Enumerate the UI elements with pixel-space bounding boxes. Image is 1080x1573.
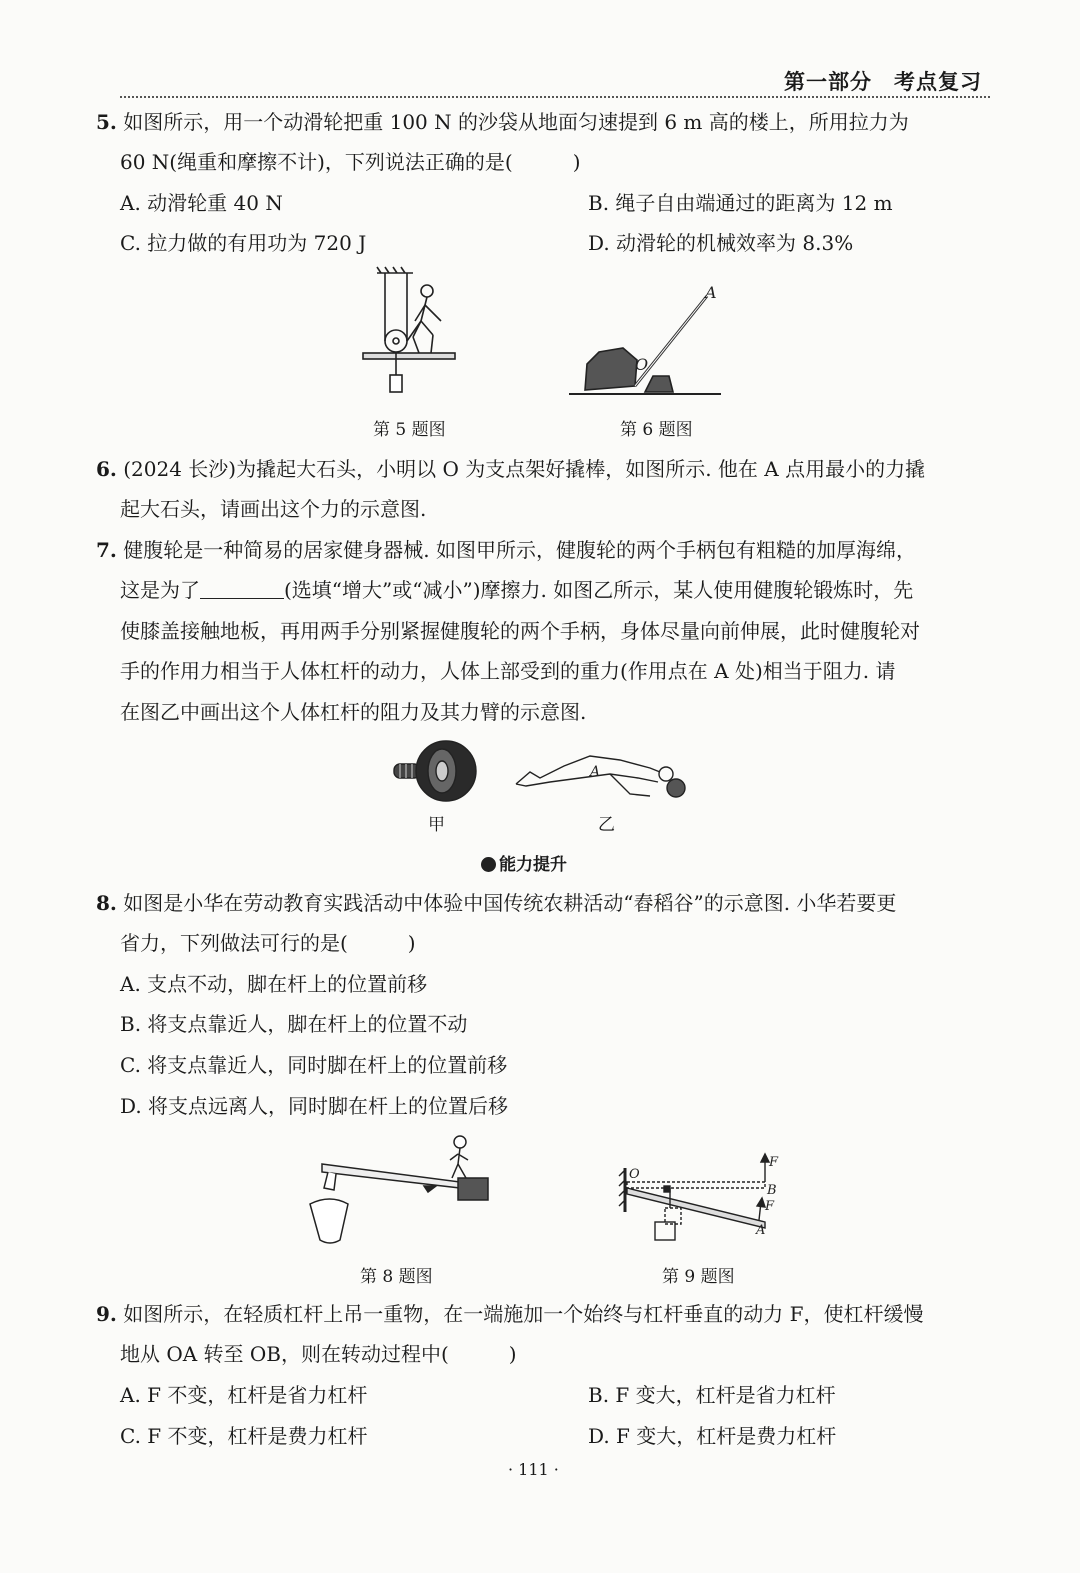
figure-8-caption: 第 8 题图 bbox=[360, 1267, 433, 1287]
figure-7-person bbox=[510, 748, 690, 808]
section-title: 能力提升 bbox=[499, 855, 567, 875]
question-7-line4: 手的作用力相当于人体杠杆的动力，人体上部受到的重力(作用点在 A 处)相当于阻力. 请 bbox=[120, 659, 896, 683]
option-a: A. 支点不动，脚在杆上的位置前移 bbox=[120, 972, 428, 996]
question-text: 如图所示，在轻质杠杆上吊一重物，在一端施加一个始终与杠杆垂直的动力 F，使杠杆缓慢 bbox=[123, 1302, 924, 1326]
option-a: A. F 不变，杠杆是省力杠杆 bbox=[120, 1383, 368, 1407]
option-b: B. 绳子自由端通过的距离为 12 m bbox=[588, 191, 893, 215]
figure-9-lever bbox=[615, 1150, 785, 1250]
question-6-line2: 起大石头，请画出这个力的示意图. bbox=[120, 497, 427, 521]
question-text: (2024 长沙)为撬起大石头，小明以 O 为支点架好撬棒，如图所示. 他在 A 点用最小的力撬 bbox=[123, 457, 926, 481]
label-o: O bbox=[635, 355, 649, 374]
question-9 bbox=[96, 1300, 923, 1328]
option-b: B. 将支点靠近人，脚在杆上的位置不动 bbox=[120, 1012, 468, 1036]
option-b: B. F 变大，杠杆是省力杠杆 bbox=[588, 1383, 836, 1407]
answer-blank[interactable] bbox=[200, 580, 284, 599]
figure-9-caption: 第 9 题图 bbox=[662, 1267, 735, 1287]
label-a: A bbox=[756, 1223, 766, 1238]
label-a: A bbox=[705, 283, 717, 302]
question-number: 9. bbox=[96, 1302, 117, 1326]
question-6 bbox=[96, 455, 925, 483]
figure-8-lever bbox=[300, 1130, 500, 1250]
label-f-top: F bbox=[769, 1155, 779, 1170]
bullet-icon bbox=[481, 857, 496, 872]
question-8 bbox=[96, 889, 896, 917]
question-text: 如图所示，用一个动滑轮把重 100 N 的沙袋从地面匀速提到 6 m 高的楼上，所用拉力为 bbox=[123, 110, 909, 134]
header-divider bbox=[120, 96, 990, 98]
figure-5-caption: 第 5 题图 bbox=[373, 420, 446, 440]
text-segment: 这是为了 bbox=[120, 578, 200, 602]
label-b: B bbox=[767, 1183, 777, 1198]
option-d: D. F 变大，杠杆是费力杠杆 bbox=[588, 1424, 837, 1448]
question-8-line2: 省力，下列做法可行的是( ) bbox=[120, 931, 416, 955]
option-c: C. 拉力做的有用功为 720 J bbox=[120, 231, 367, 255]
question-text: 如图是小华在劳动教育实践活动中体验中国传统农耕活动“舂稻谷”的示意图. 小华若要更 bbox=[123, 891, 897, 915]
question-5-line2: 60 N(绳重和摩擦不计)，下列说法正确的是( ) bbox=[120, 150, 581, 174]
option-c: C. F 不变，杠杆是费力杠杆 bbox=[120, 1424, 368, 1448]
figure-7-ab-wheel bbox=[392, 740, 482, 804]
question-5 bbox=[96, 108, 909, 136]
figure-7-yi-caption: 乙 bbox=[598, 815, 615, 835]
question-7-line2 bbox=[120, 576, 913, 604]
text-segment: (选填“增大”或“减小”)摩擦力. 如图乙所示，某人使用健腹轮锻炼时，先 bbox=[284, 578, 914, 602]
question-7-line3: 使膝盖接触地板，再用两手分别紧握健腹轮的两个手柄，身体尽量向前伸展，此时健腹轮对 bbox=[120, 619, 920, 643]
figure-6-caption: 第 6 题图 bbox=[620, 420, 693, 440]
question-9-line2: 地从 OA 转至 OB，则在转动过程中( ) bbox=[120, 1342, 517, 1366]
page-header-title: 第一部分 考点复习 bbox=[784, 70, 982, 94]
question-number: 5. bbox=[96, 110, 117, 134]
question-text: 健腹轮是一种简易的居家健身器械. 如图甲所示，健腹轮的两个手柄包有粗糙的加厚海绵， bbox=[123, 538, 916, 562]
label-a: A bbox=[590, 764, 601, 780]
question-number: 8. bbox=[96, 891, 117, 915]
option-c: C. 将支点靠近人，同时脚在杆上的位置前移 bbox=[120, 1053, 508, 1077]
question-number: 7. bbox=[96, 538, 117, 562]
page-number: · 111 · bbox=[508, 1460, 559, 1479]
question-7 bbox=[96, 536, 916, 564]
figure-5-pulley bbox=[355, 265, 465, 405]
label-f-bottom: F bbox=[765, 1199, 775, 1214]
question-7-line5: 在图乙中画出这个人体杠杆的阻力及其力臂的示意图. bbox=[120, 700, 587, 724]
option-d: D. 动滑轮的机械效率为 8.3% bbox=[588, 231, 854, 255]
question-number: 6. bbox=[96, 457, 117, 481]
figure-7-jia-caption: 甲 bbox=[428, 815, 445, 835]
label-o: O bbox=[629, 1167, 640, 1182]
option-d: D. 将支点远离人，同时脚在杆上的位置后移 bbox=[120, 1094, 509, 1118]
section-heading bbox=[481, 850, 567, 875]
option-a: A. 动滑轮重 40 N bbox=[120, 191, 283, 215]
figure-6-lever bbox=[565, 282, 725, 402]
